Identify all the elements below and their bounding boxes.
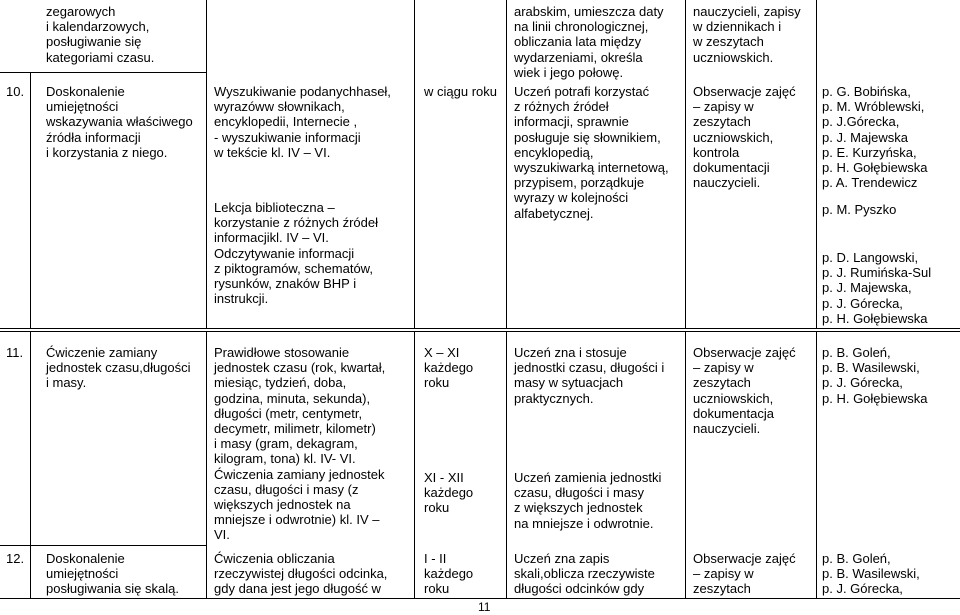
row-content-secondary: Ćwiczenia obliczania rzeczywistej długości odcinka, gdy dana jest jego długość w [214,551,388,597]
col-divider-1 [30,72,31,328]
col-divider-3 [414,0,415,328]
col-divider-2 [206,0,207,328]
col-divider-4b [506,331,507,598]
row-evaluation: Obserwacje zajęć – zapisy w zeszytach uczniowskich, kontrola dokumentacji nauczycieli. [693,84,796,191]
col-divider-4 [506,0,507,328]
row-outcome-secondary: Uczeń zamienia jednostki czasu, długości i masy z większych jednostek na mniejsze i odwrotnie. [514,470,662,531]
row-topic: Ćwiczenie zamiany jednostek czasu,długości i masy. [46,345,191,391]
row-responsible-tertiary: p. D. Langowski, p. J. Rumińska-Sul p. J. Majewska, p. J. Górecka, p. H. Gołębiewska [822,250,932,326]
row-number: 12. [6,551,25,566]
row-responsible: p. G. Bobińska, p. M. Wróblewski, p. J.Górecka, p. J. Majewska p. E. Kurzyńska, p. H. Gołębiewska p. A. Trendewicz [822,84,928,191]
row-outcome-tertiary: Uczeń zna zapis skali,oblicza rzeczywiste długości odcinków gdy [514,551,655,597]
row-divider-top [0,328,960,329]
row-term: X – XI każdego roku [424,345,474,391]
row-responsible-secondary: p. B. Goleń, p. B. Wasilewski, p. J. Górecka, [822,551,920,597]
row-content: Prawidłowe stosowanie jednostek czasu (rok, kwartał, miesiąc, tydzień, doba, godzina, minuta, sekunda), długości (metr, centymetr, decymetr, milimetr, kilometr) i masy (gram, dekagram, kilogram, tona) kl. IV- VI. Ćwiczenia zamiany jednostek czasu, długości i masy (z większych jednostek na mniejsze i odwrotnie) kl. IV – VI. [214,345,386,543]
row-number: 11. [6,345,24,360]
row-responsible: p. B. Goleń, p. B. Wasilewski, p. J. Górecka, p. H. Gołębiewska [822,345,928,406]
col-divider-1b [30,331,31,598]
row-evaluation-secondary: Obserwacje zajęć – zapisy w zeszytach [693,551,796,597]
row-outcome: Uczeń zna i stosuje jednostki czasu, długości i masy w sytuacjach praktycznych. [514,345,665,406]
col-divider-5b [685,331,686,598]
row-evaluation: Obserwacje zajęć – zapisy w zeszytach uczniowskich, dokumentacja nauczycieli. [693,345,796,437]
row-term-tertiary: I - II każdego roku [424,551,474,597]
row-outcome: Uczeń potrafi korzystać z różnych źródeł informacji, sprawnie posługuje się słownikiem, encyklopedią, wyszukiwarką internetową, przypisem, porządkuje wyrazy w kolejności alfabetycznej. [514,84,669,221]
col-divider-2b [206,331,207,598]
row-divider-10 [0,72,206,73]
row-term-secondary: XI - XII każdego roku [424,470,474,516]
col-divider-3b [414,331,415,598]
col-divider-6 [816,0,817,328]
row-topic: Doskonalenie umiejętności posługiwania się skalą. [46,551,179,597]
prev-topic-continuation: zegarowych i kalendarzowych, posługiwanie się kategoriami czasu. [46,4,155,65]
row-content: Wyszukiwanie podanychhaseł, wyrazóww słownikach, encyklopedii, Internecie , - wyszukiwanie informacji w tekście kl. IV – VI. [214,84,391,160]
page-number: 11 [478,600,491,614]
row-term: w ciągu roku [424,84,497,99]
page-bottom-line [0,598,960,599]
row-number: 10. [6,84,25,99]
col-divider-6b [816,331,817,598]
row-content-secondary: Lekcja biblioteczna – korzystanie z różnych źródeł informacjikl. IV – VI. Odczytywanie informacji z piktogramów, schematów, rysunków, znaków BHP i instrukcji. [214,200,379,307]
row-responsible-secondary: p. M. Pyszko [822,202,897,217]
row-topic: Doskonalenie umiejętności wskazywania właściwego źródła informacji i korzystania z niego. [46,84,193,160]
col-divider-5 [685,0,686,328]
prev-evaluation-continuation: nauczycieli, zapisy w dziennikach i w zeszytach uczniowskich. [693,4,801,65]
prev-outcome-continuation: arabskim, umieszcza daty na linii chronologicznej, obliczania lata między wydarzeniami, określa wiek i jego połowę. [514,4,664,80]
row-divider-12 [0,545,206,546]
